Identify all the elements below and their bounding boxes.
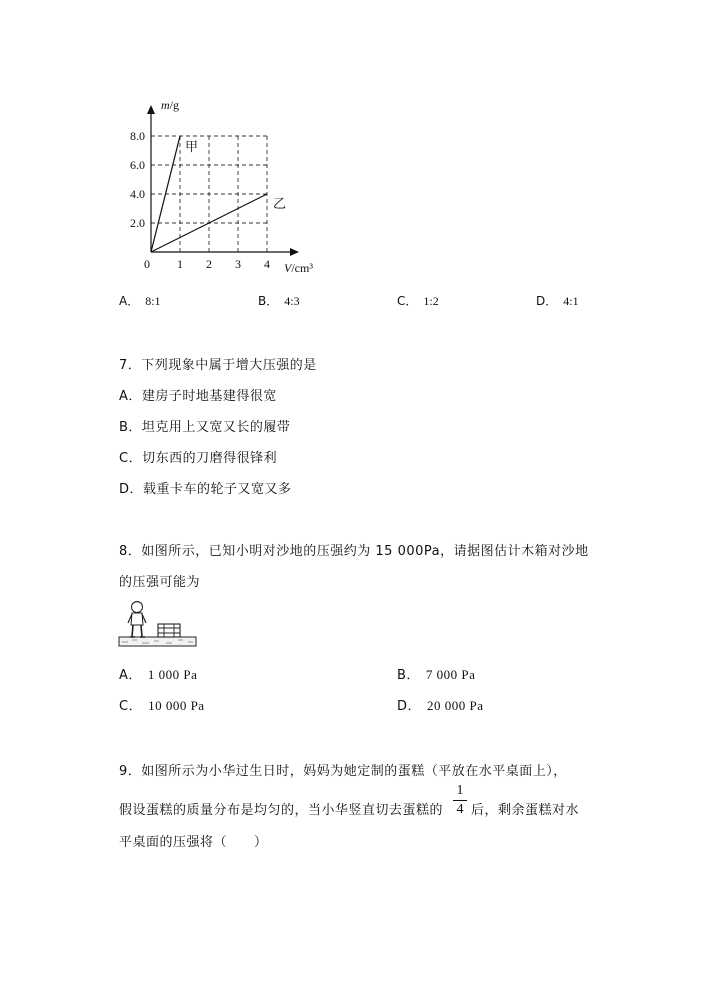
origin-label: 0: [144, 257, 150, 271]
q6-option-c[interactable]: C． 1:2: [397, 294, 439, 308]
y-axis-label: m/g: [161, 98, 180, 112]
y-tick-label: 4.0: [130, 187, 145, 201]
q9-fraction: [453, 783, 467, 818]
q8-option-a[interactable]: A． 1 000 Pa: [119, 667, 198, 683]
series-label-jia: 甲: [185, 140, 199, 155]
q6-option-b[interactable]: B． 4:3: [258, 294, 300, 308]
q7-option-b[interactable]: B．坦克用上又宽又长的履带: [119, 420, 291, 435]
q7-stem: 7．下列现象中属于增大压强的是: [119, 358, 317, 373]
chart-grid: [151, 136, 267, 252]
x-tick-label: 2: [206, 257, 212, 271]
q8-option-b[interactable]: B． 7 000 Pa: [397, 667, 476, 683]
fraction-bar: [453, 800, 467, 801]
y-tick-label: 2.0: [130, 216, 145, 230]
q6-option-d[interactable]: D． 4:1: [536, 294, 579, 308]
q8-option-d[interactable]: D． 20 000 Pa: [397, 698, 484, 714]
q7-option-d[interactable]: D．载重卡车的轮子又宽又多: [119, 482, 292, 497]
q9-stem-line1: 9．如图所示为小华过生日时，妈妈为她定制的蛋糕（平放在水平桌面上），: [119, 764, 567, 779]
fraction-numerator: 1: [456, 783, 464, 798]
x-tick-label: 3: [235, 257, 241, 271]
q7-option-c[interactable]: C．切东西的刀磨得很锋利: [119, 451, 278, 466]
fraction-denominator: 4: [456, 802, 464, 817]
q8-option-c[interactable]: C． 10 000 Pa: [119, 698, 205, 714]
q8-stem-line2: 的压强可能为: [119, 575, 201, 590]
x-axis-label: V/cm³: [284, 261, 313, 275]
x-axis-arrow: [290, 248, 299, 256]
mass-volume-chart: [0, 0, 711, 290]
q8-stem-line1: 8．如图所示，已知小明对沙地的压强约为 15 000Pa，请据图估计木箱对沙地: [119, 544, 589, 559]
series-label-yi: 乙: [273, 197, 287, 212]
q9-stem-line3: 平桌面的压强将（ ）: [119, 835, 268, 850]
boy-and-box-illustration: [118, 598, 198, 648]
y-tick-label: 6.0: [130, 158, 145, 172]
q9-stem-line2b: 后，剩余蛋糕对水: [471, 803, 580, 818]
x-tick-label: 1: [177, 257, 183, 271]
y-axis-arrow: [147, 105, 155, 114]
x-tick-label: 4: [264, 257, 270, 271]
y-tick-label: 8.0: [130, 129, 145, 143]
chart-axes: [147, 105, 299, 256]
q9-stem-line2a: 假设蛋糕的质量分布是均匀的，当小华竖直切去蛋糕的: [119, 803, 444, 818]
q7-option-a[interactable]: A．建房子时地基建得很宽: [119, 389, 277, 404]
q6-option-a[interactable]: A． 8:1: [119, 294, 161, 308]
